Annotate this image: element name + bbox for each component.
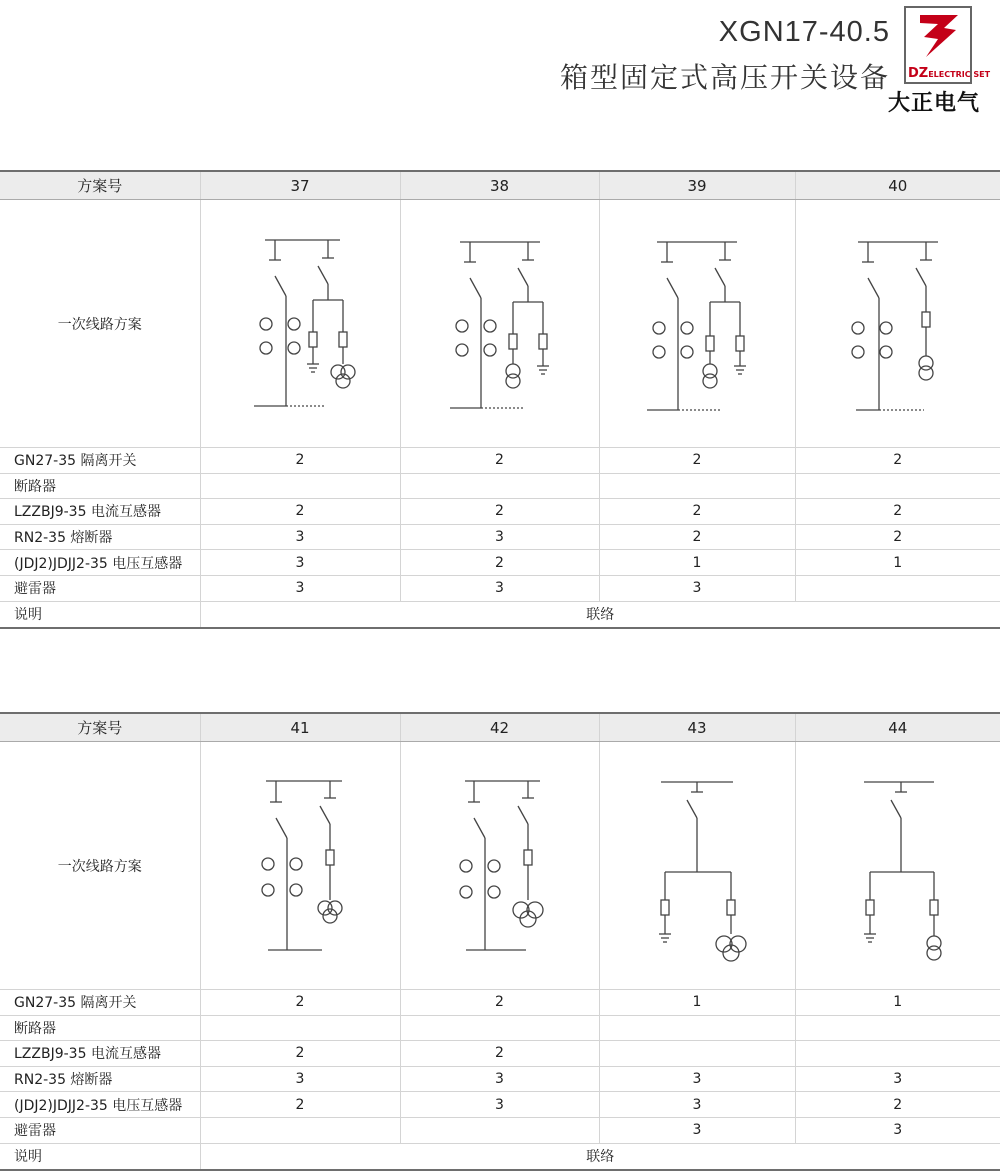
row-value: 2 bbox=[795, 524, 1000, 550]
row-value bbox=[795, 1015, 1000, 1041]
circuit-diagram bbox=[410, 204, 590, 444]
equipment-row bbox=[0, 473, 1000, 499]
row-value bbox=[200, 473, 400, 499]
note-value: 联络 bbox=[200, 1143, 1000, 1170]
note-value: 联络 bbox=[200, 601, 1000, 628]
row-value: 2 bbox=[599, 524, 795, 550]
primary-circuit-label: 一次线路方案 bbox=[0, 200, 200, 448]
row-value bbox=[400, 1015, 599, 1041]
row-value: 2 bbox=[400, 448, 599, 474]
row-value bbox=[400, 1117, 599, 1143]
note-label: 说明 bbox=[0, 1143, 200, 1170]
scheme-number-label: 方案号 bbox=[0, 171, 200, 200]
circuit-diagram bbox=[210, 746, 390, 986]
row-value: 2 bbox=[795, 448, 1000, 474]
row-label: GN27-35 隔离开关 bbox=[0, 990, 200, 1016]
equipment-row bbox=[0, 1015, 1000, 1041]
row-value: 3 bbox=[795, 1117, 1000, 1143]
equipment-row bbox=[0, 990, 1000, 1016]
row-value bbox=[599, 1041, 795, 1067]
row-label: (JDJ2)JDJJ2-35 电压互感器 bbox=[0, 1092, 200, 1118]
circuit-diagram-cell bbox=[795, 742, 1000, 990]
row-label: LZZBJ9-35 电流互感器 bbox=[0, 1041, 200, 1067]
equipment-row bbox=[0, 575, 1000, 601]
note-row bbox=[0, 1143, 1000, 1170]
row-label: RN2-35 熔断器 bbox=[0, 1066, 200, 1092]
row-label: GN27-35 隔离开关 bbox=[0, 448, 200, 474]
row-value: 3 bbox=[795, 1066, 1000, 1092]
row-value: 2 bbox=[795, 499, 1000, 525]
row-value: 3 bbox=[200, 550, 400, 576]
scheme-number: 40 bbox=[795, 171, 1000, 200]
brand-name: 大正电气 bbox=[888, 91, 981, 116]
row-value bbox=[795, 575, 1000, 601]
circuit-diagram-cell bbox=[795, 200, 1000, 448]
row-value: 3 bbox=[599, 1066, 795, 1092]
scheme-number: 43 bbox=[599, 713, 795, 742]
row-label: 避雷器 bbox=[0, 575, 200, 601]
row-value: 2 bbox=[200, 990, 400, 1016]
row-label: 断路器 bbox=[0, 473, 200, 499]
row-value: 1 bbox=[599, 550, 795, 576]
note-row bbox=[0, 601, 1000, 628]
circuit-diagram bbox=[410, 746, 590, 986]
equipment-row bbox=[0, 448, 1000, 474]
circuit-diagram-cell bbox=[200, 742, 400, 990]
scheme-number-row bbox=[0, 713, 1000, 742]
row-value bbox=[400, 473, 599, 499]
equipment-row bbox=[0, 1041, 1000, 1067]
row-value: 2 bbox=[599, 448, 795, 474]
row-value: 3 bbox=[200, 575, 400, 601]
equipment-row bbox=[0, 1117, 1000, 1143]
circuit-diagram bbox=[808, 746, 988, 986]
row-label: 断路器 bbox=[0, 1015, 200, 1041]
equipment-row bbox=[0, 550, 1000, 576]
row-value bbox=[599, 1015, 795, 1041]
row-value bbox=[200, 1117, 400, 1143]
row-value: 2 bbox=[200, 1092, 400, 1118]
scheme-number: 38 bbox=[400, 171, 599, 200]
equipment-row bbox=[0, 1066, 1000, 1092]
equipment-row bbox=[0, 499, 1000, 525]
row-label: LZZBJ9-35 电流互感器 bbox=[0, 499, 200, 525]
row-value bbox=[795, 1041, 1000, 1067]
circuit-diagram-cell bbox=[599, 742, 795, 990]
equipment-row bbox=[0, 524, 1000, 550]
circuit-diagram-cell bbox=[400, 200, 599, 448]
row-value: 2 bbox=[795, 1092, 1000, 1118]
row-value: 2 bbox=[400, 499, 599, 525]
circuit-diagram bbox=[607, 204, 787, 444]
note-label: 说明 bbox=[0, 601, 200, 628]
row-value bbox=[599, 473, 795, 499]
row-value: 2 bbox=[200, 448, 400, 474]
scheme-number: 41 bbox=[200, 713, 400, 742]
circuit-diagram-cell bbox=[200, 200, 400, 448]
circuit-diagram-row bbox=[0, 742, 1000, 990]
scheme-number: 44 bbox=[795, 713, 1000, 742]
circuit-diagram bbox=[808, 204, 988, 444]
scheme-number-label: 方案号 bbox=[0, 713, 200, 742]
row-value: 3 bbox=[400, 1092, 599, 1118]
primary-circuit-label: 一次线路方案 bbox=[0, 742, 200, 990]
row-label: (JDJ2)JDJJ2-35 电压互感器 bbox=[0, 550, 200, 576]
scheme-number: 39 bbox=[599, 171, 795, 200]
circuit-diagram-cell bbox=[599, 200, 795, 448]
circuit-diagram bbox=[607, 746, 787, 986]
row-value: 1 bbox=[795, 550, 1000, 576]
row-value: 3 bbox=[599, 1092, 795, 1118]
row-value bbox=[200, 1015, 400, 1041]
row-label: RN2-35 熔断器 bbox=[0, 524, 200, 550]
scheme-number-row bbox=[0, 171, 1000, 200]
circuit-diagram bbox=[210, 204, 390, 444]
scheme-number: 42 bbox=[400, 713, 599, 742]
row-value: 2 bbox=[400, 1041, 599, 1067]
lightning-bolt-icon bbox=[914, 11, 962, 59]
row-value bbox=[795, 473, 1000, 499]
equipment-row bbox=[0, 1092, 1000, 1118]
row-value: 2 bbox=[200, 499, 400, 525]
page-header bbox=[0, 0, 1000, 130]
circuit-diagram-cell bbox=[400, 742, 599, 990]
scheme-table-2 bbox=[0, 712, 1000, 1171]
row-value: 3 bbox=[200, 1066, 400, 1092]
row-label: 避雷器 bbox=[0, 1117, 200, 1143]
row-value: 3 bbox=[400, 1066, 599, 1092]
row-value: 3 bbox=[599, 1117, 795, 1143]
logo-caption: DZELECTRIC SET bbox=[908, 66, 991, 81]
row-value: 2 bbox=[400, 550, 599, 576]
company-logo bbox=[904, 6, 991, 84]
scheme-number: 37 bbox=[200, 171, 400, 200]
product-title: 箱型固定式高压开关设备 bbox=[559, 61, 890, 94]
row-value: 2 bbox=[400, 990, 599, 1016]
row-value: 3 bbox=[400, 524, 599, 550]
row-value: 3 bbox=[200, 524, 400, 550]
row-value: 1 bbox=[795, 990, 1000, 1016]
row-value: 1 bbox=[599, 990, 795, 1016]
circuit-diagram-row bbox=[0, 200, 1000, 448]
row-value: 3 bbox=[599, 575, 795, 601]
row-value: 2 bbox=[599, 499, 795, 525]
model-number: XGN17-40.5 bbox=[718, 16, 890, 48]
row-value: 2 bbox=[200, 1041, 400, 1067]
scheme-table-1 bbox=[0, 170, 1000, 629]
row-value: 3 bbox=[400, 575, 599, 601]
